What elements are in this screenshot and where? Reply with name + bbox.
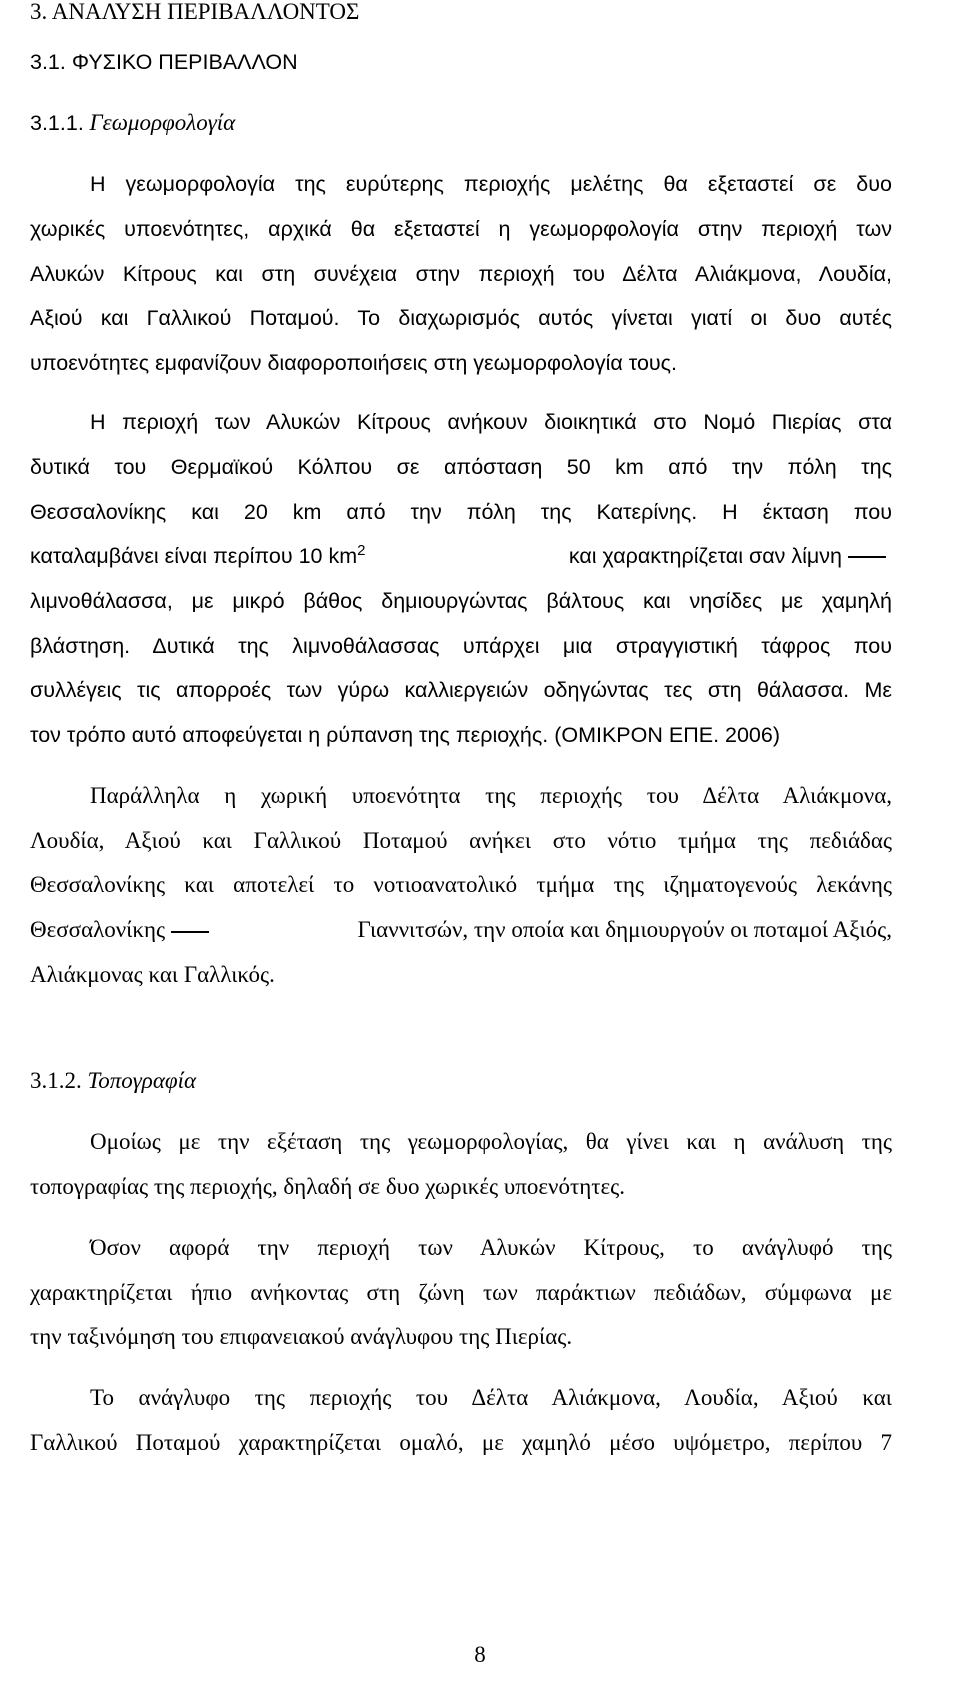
paragraph-line: χαρακτηρίζεται ήπιο ανήκοντας στη ζώνη των παράκτιων πεδιάδων, σύμφωνα με (30, 1280, 892, 1305)
paragraph-line: Όσον αφορά την περιοχή των Αλυκών Κίτρους, το ανάγλυφό της (90, 1235, 892, 1260)
paragraph-line: Παράλληλα η χωρική υποενότητα της περιοχής του Δέλτα Αλιάκμονα, (90, 783, 892, 808)
paragraph-line: χωρικές υποενότητες, αρχικά θα εξεταστεί η γεωμορφολογία στην περιοχή των (30, 217, 892, 241)
paragraph-line: Θεσσαλονίκης και αποτελεί το νοτιοανατολικό τμήμα της ιζηματογενούς λεκάνης (30, 872, 892, 897)
page-number: 8 (474, 1642, 486, 1667)
subsection-title: ΦΥΣΙΚΟ ΠΕΡΙΒΑΛΛΟΝ (71, 50, 298, 74)
paragraph-line: Αξιού και Γαλλικού Ποταμού. Το διαχωρισμός αυτός γίνεται γιατί οι δυο αυτές (30, 306, 892, 330)
paragraph-line: συλλέγεις τις απορροές των γύρω καλλιεργειών οδηγώντας τες στη θάλασσα. Με (30, 678, 892, 702)
paragraph-line: Αλυκών Κίτρους και στη συνέχεια στην περιοχή του Δέλτα Αλιάκμονα, Λουδία, (30, 262, 892, 286)
paragraph-line (30, 541, 892, 571)
dash-rule (848, 556, 886, 558)
region-text: Θεσσαλονίκης (30, 915, 215, 945)
paragraph-line: Η γεωμορφολογία της ευρύτερης περιοχής μελέτης θα εξεταστεί σε δυο (90, 172, 892, 196)
geomorphology-number: 3.1.1. (30, 111, 84, 135)
topography-heading (30, 1066, 892, 1096)
paragraph-line: την ταξινόμηση του επιφανειακού ανάγλυφου της Πιερίας. (30, 1324, 573, 1349)
section-title: ΑΝΑΛΥΣΗ ΠΕΡΙΒΑΛΛΟΝΤΟΣ (51, 0, 360, 24)
paragraph-line: Γαλλικού Ποταμού χαρακτηρίζεται ομαλό, με χαμηλό μέσο υψόμετρο, περίπου 7 (30, 1430, 892, 1455)
paragraph-line: Θεσσαλονίκης και 20 km από την πόλη της Κατερίνης. Η έκταση που (30, 500, 892, 524)
paragraph-line: Η περιοχή των Αλυκών Κίτρους ανήκουν διοικητικά στο Νομό Πιερίας στα (90, 410, 892, 434)
subsection-number: 3.1. (30, 50, 66, 74)
paragraph-line: Αλιάκμονας και Γαλλικός. (30, 962, 275, 987)
rivers-text: Γιαννιτσών, την οποία και δημιουργούν οι ποταμοί Αξιός, (357, 917, 892, 942)
paragraph-line: υποενότητες εμφανίζουν διαφοροποιήσεις στη γεωμορφολογία τους. (30, 351, 678, 375)
topography-title: Τοπογραφία (87, 1068, 197, 1093)
superscript: 2 (357, 541, 366, 559)
geomorphology-title: Γεωμορφολογία (89, 110, 236, 135)
section-number: 3. (30, 0, 48, 24)
paragraph-line: δυτικά του Θερμαϊκού Κόλπου σε απόσταση 50 km από την πόλη της (30, 455, 892, 479)
paragraph-line (30, 915, 892, 945)
geomorphology-heading (30, 108, 892, 138)
paragraph-line: λιμνοθάλασσα, με μικρό βάθος δημιουργώντας βάλτους και νησίδες με χαμηλή (30, 589, 892, 613)
dash-rule (171, 931, 209, 933)
topography-number: 3.1.2. (30, 1068, 82, 1093)
subsection-heading (30, 47, 892, 77)
paragraph-line: τον τρόπο αυτό αποφεύγεται η ρύπανση της περιοχής. (ΟΜΙΚΡΟΝ ΕΠΕ. 2006) (30, 723, 781, 747)
section-heading (30, 0, 892, 27)
area-text: καταλαμβάνει είναι περίπου 10 $km^2$ (30, 541, 366, 568)
paragraph-line: Λουδία, Αξιού και Γαλλικού Ποταμού ανήκει στο νότιο τμήμα της πεδιάδας (30, 828, 892, 853)
paragraph-line: βλάστηση. Δυτικά της λιμνοθάλασσας υπάρχει μια στραγγιστική τάφρος που (30, 634, 892, 658)
paragraph-line: Ομοίως με την εξέταση της γεωμορφολογίας, θα γίνει και η ανάλυση της (90, 1129, 892, 1154)
paragraph-line: τοπογραφίας της περιοχής, δηλαδή σε δυο χωρικές υποενότητες. (30, 1174, 625, 1199)
characterization-text: και χαρακτηρίζεται σαν λίμνη (569, 541, 892, 571)
paragraph-line: Το ανάγλυφο της περιοχής του Δέλτα Αλιάκμονα, Λουδία, Αξιού και (90, 1385, 892, 1410)
